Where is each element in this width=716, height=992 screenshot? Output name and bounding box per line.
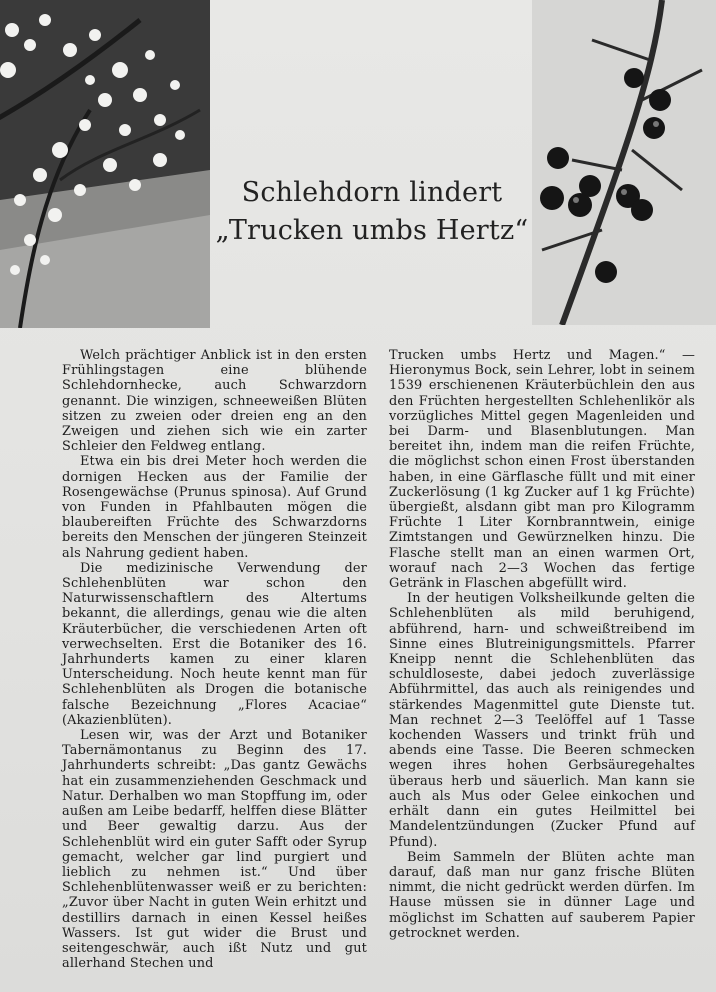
- paragraph: Die medizinische Verwendung der Schlehenblüten war schon den Naturwissenschaftlern des Altertums bekannt, die allerdings, genau wie die alten Kräuterbücher, die verschiedenen Arten oft verwechselten. Erst die Botaniker des 16. Jahrhunderts kamen zu einer klaren Unterscheidung. Noch heute kennt man für Schlehenblüten als Drogen die botanische falsche Bezeichnung „Flores Acaciae“ (Akazienblüten).: [62, 560, 367, 728]
- left-text-column: [62, 348, 367, 971]
- paragraph: Lesen wir, was der Arzt und Botaniker Tabernämontanus zu Beginn des 17. Jahrhunderts schreibt: „Das gantz Gewächs hat ein zusammenziehenden Geschmack und Natur. Derhalben wo man Stopffung im, oder außen am Leibe bedarff, helffen diese Blätter und Beer gewaltig darzu. Aus der Schlehenblüt wird ein guter Safft oder Syrup gemacht, welcher gar lind purgiert und lieblich zu nehmen ist.“ Und über Schlehenblütenwasser weiß er zu berichten: „Zuvor über Nacht in guten Wein erhitzt und destillirs darnach in einen Kessel heißes Wassers. Ist gut wider die Brust und seitengeschwär, auch ißt Nutz und gut allerhand Stechen und: [62, 728, 367, 972]
- paragraph: Trucken umbs Hertz und Magen.“ — Hieronymus Bock, sein Lehrer, lobt in seinem 1539 erschienenen Kräuterbüchlein den aus den Früchten hergestellten Schlehenlikör als vorzügliches Mittel gegen Magenleiden und bei Darm- und Blasenblutungen. Man bereitet ihn, indem man die reifen Früchte, die möglichst schon einen Frost überstanden haben, in eine Gärflasche füllt und mit einer Zuckerlösung (1 kg Zucker auf 1 kg Früchte) übergießt, alsdann gibt man pro Kilogramm Früchte 1 Liter Kornbranntwein, einige Zimtstangen und Gewürznelken hinzu. Die Flasche stellt man an einen warmen Ort, worauf nach 2—3 Wochen das fertige Getränk in Flaschen abgefüllt wird.: [389, 348, 695, 592]
- paragraph: Welch prächtiger Anblick ist in den ersten Frühlingstagen eine blühende Schlehdornhecke, auch Schwarzdorn genannt. Die winzigen, schneeweißen Blüten sitzen zu zweien oder dreien eng an den Zweigen und ziehen sich wie ein zarter Schleier den Feldweg entlang.: [62, 348, 367, 455]
- title-line-2: „Trucken umbs Hertz“: [215, 215, 529, 246]
- blossom-branch-photo: [0, 0, 210, 328]
- article-title: [212, 174, 532, 250]
- paragraph: Etwa ein bis drei Meter hoch werden die dornigen Hecken aus der Familie der Rosengewächse (Prunus spinosa). Auf Grund von Funden in Pfahlbauten mögen die blaubereiften Früchte des Schwarzdorns bereits den Menschen der jüngeren Steinzeit als Nahrung gedient haben.: [62, 454, 367, 561]
- right-text-column: [389, 348, 695, 941]
- title-line-1: Schlehdorn lindert: [241, 177, 503, 208]
- sloe-berries-photo: [532, 0, 716, 325]
- paragraph: Beim Sammeln der Blüten achte man darauf, daß man nur ganz frische Blüten nimmt, die nicht gedrückt werden dürfen. Im Hause müssen sie in dünner Lage und möglichst im Schatten auf sauberem Papier getrocknet werden.: [389, 849, 695, 941]
- paragraph: In der heutigen Volksheilkunde gelten die Schlehenblüten als mild beruhigend, abführend, harn- und schweißtreibend im Sinne eines Blutreinigungsmittels. Pfarrer Kneipp nennt die Schlehenblüten das schuldloseste, dabei jedoch zuverlässige Abführmittel, das auch als reinigendes und stärkendes Magenmittel gute Dienste tut. Man rechnet 2—3 Teelöffel auf 1 Tasse kochenden Wassers und trinkt früh und abends eine Tasse. Die Beeren schmecken wegen ihres hohen Gerbsäuregehaltes überaus herb und säuerlich. Man kann sie auch als Mus oder Gelee einkochen und erhält dann ein gutes Heilmittel bei Mandelentzündungen (Zucker Pfund auf Pfund).: [389, 591, 695, 850]
